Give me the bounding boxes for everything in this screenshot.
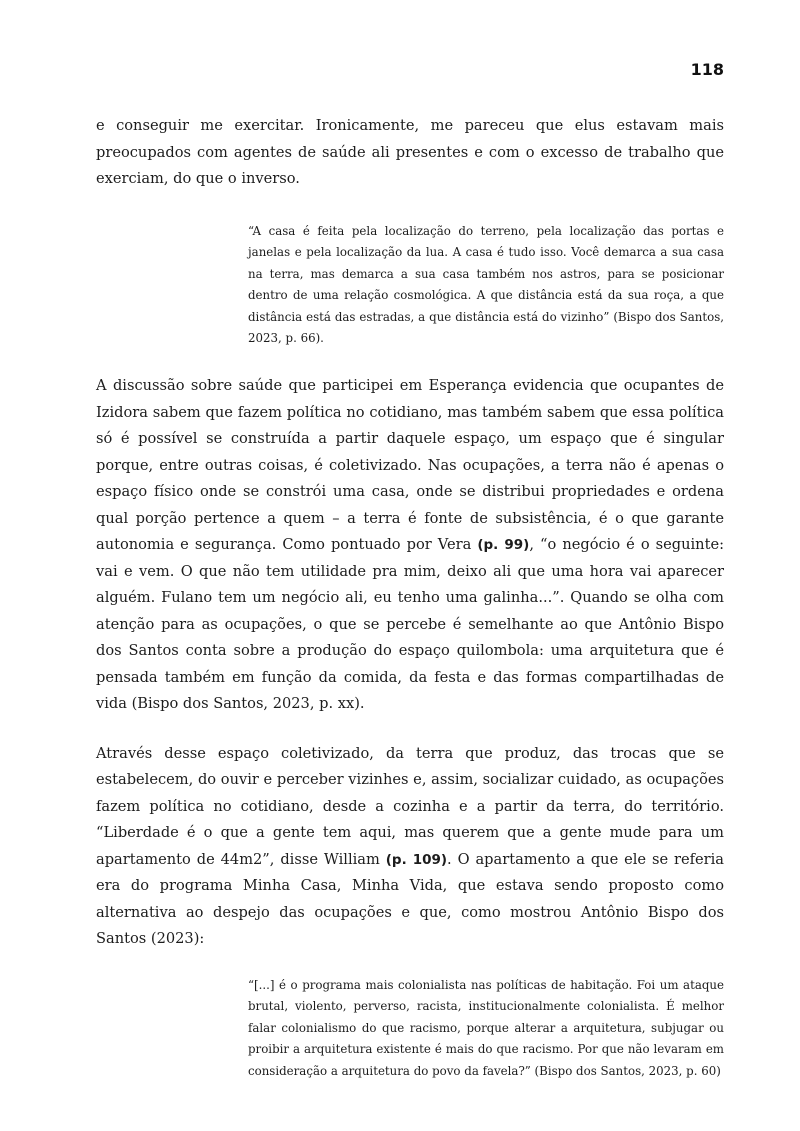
paragraph-2 [96,373,724,718]
page-body [96,113,724,1083]
block-quote-1: “A casa é feita pela localização do terreno, pela localização das portas e janelas e pela localização da lua. A casa é tudo isso. Você demarca a sua casa na terra, mas demarca a sua casa também nos astros, para se posicionar dentro de uma relação cosmológica. A que distância está da sua roça, a que distância está das estradas, a que distância está do vizinho” (Bispo dos Santos, 2023, p. 66). [248,223,724,346]
paragraph-3 [96,741,724,953]
block-quote-2: “[...] é o programa mais colonialista nas políticas de habitação. Foi um ataque brutal, violento, perverso, racista, institucionalmente colonialista. É melhor falar colonialismo do que racismo, porque alterar a arquitetura, subjugar ou proibir a arquitetura existente é mais do que racismo. Por que não levaram em consideração a arquitetura do povo da favela?” (Bispo dos Santos, 2023, p. 60) [248,977,724,1078]
paragraph-2-text-b: , “o negócio é o seguinte: vai e vem. O que não tem utilidade pra mim, deixo ali que uma hora vai aparecer alguém. Fulano tem um negócio ali, eu tenho uma galinha...”. Quando se olha com atenção para as ocupações, o que se percebe é semelhante ao que Antônio Bispo dos Santos conta sobre a produção do espaço quilombola: uma arquitetura que é pensada também em função da comida, da festa e das formas compartilhadas de vida (Bispo dos Santos, 2023, p. xx). [96,536,724,713]
page-number: 118 [690,60,724,79]
paragraph-3-text-b: . O apartamento a que ele se referia era do programa Minha Casa, Minha Vida, que estava sendo proposto como alternativa ao despejo das ocupações e que, como mostrou Antônio Bispo dos Santos (2023): [96,850,725,948]
paragraph-2-text-a: A discussão sobre saúde que participei em Esperança evidencia que ocupantes de Izidora sabem que fazem política no cotidiano, mas também sabem que essa política só é possível se construída a partir daquele espaço, um espaço que é singular porque, entre outras coisas, é coletivizado. Nas ocupações, a terra não é apenas o espaço físico onde se constrói uma casa, onde se distribui propriedades e ordena qual porção pertence a quem – a terra é fonte de subsistência, é o que garante autonomia e segurança. Como pontuado por Vera [96,377,724,554]
page-reference-99: (p. 99) [477,537,530,554]
page-reference-109: (p. 109) [385,851,448,868]
paragraph-3-text-a: Através desse espaço coletivizado, da terra que produz, das trocas que se estabelecem, do ouvir e perceber vizinhes e, assim, socializar cuidado, as ocupações fazem política no cotidiano, desde a cozinha e a partir da terra, do território. “Liberdade é o que a gente tem aqui, mas querem que a gente mude para um apartamento de 44m2”, disse William [96,744,724,868]
paragraph-1: e conseguir me exercitar. Ironicamente, me pareceu que elus estavam mais preocupados com agentes de saúde ali presentes e com o excesso de trabalho que exerciam, do que o inverso. [96,117,724,187]
